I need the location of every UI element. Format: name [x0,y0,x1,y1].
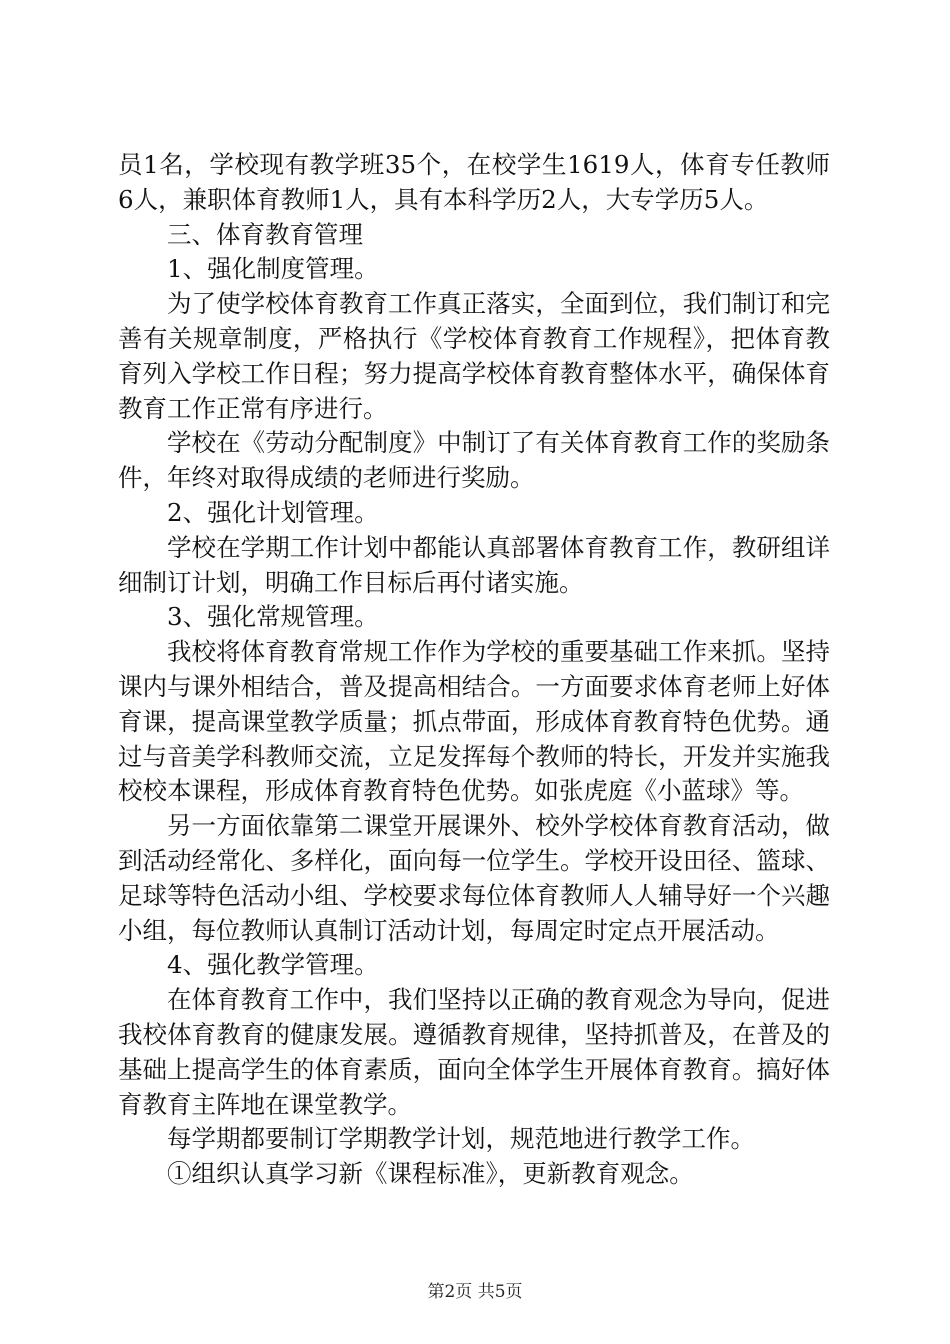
page-footer: 第2页 共5页 [427,1282,523,1302]
paragraph: 为了使学校体育教育工作真正落实，全面到位，我们制订和完善有关规章制度，严格执行《学校体育教育工作规程》，把体育教育列入学校工作日程；努力提高学校体育教育整体水平，确保体育教育工作正常有序进行。 [118,289,830,423]
paragraph: 员1名，学校现有教学班35个，在校学生1619人，体育专任教师6人，兼职体育教师1人，具有本科学历2人，大专学历5人。 [118,150,830,214]
subsection-heading: 1、强化制度管理。 [167,254,379,284]
subsection-heading: 3、强化常规管理。 [167,602,379,632]
paragraph: 每学期都要制订学期教学计划，规范地进行教学工作。 [167,1124,755,1154]
paragraph: 另一方面依靠第二课堂开展课外、校外学校体育教育活动，做到活动经常化、多样化，面向每一位学生。学校开设田径、篮球、足球等特色活动小组、学校要求每位体育教师人人辅导好一个兴趣小组，每位教师认真制订活动计划，每周定时定点开展活动。 [118,811,830,945]
paragraph: 学校在学期工作计划中都能认真部署体育教育工作，教研组详细制订计划，明确工作目标后再付诸实施。 [118,532,830,597]
list-item: ①组织认真学习新《课程标准》，更新教育观念。 [167,1159,694,1189]
paragraph: 在体育教育工作中，我们坚持以正确的教育观念为导向，促进我校体育教育的健康发展。遵循教育规律，坚持抓普及，在普及的基础上提高学生的体育素质，面向全体学生开展体育教育。搞好体育教育主阵地在课堂教学。 [118,985,830,1119]
paragraph: 我校将体育教育常规工作作为学校的重要基础工作来抓。坚持课内与课外相结合，普及提高相结合。一方面要求体育老师上好体育课，提高课堂教学质量；抓点带面，形成体育教育特色优势。通过与音美学科教师交流，立足发挥每个教师的特长，开发并实施我校校本课程，形成体育教育特色优势。如张虎庭《小蓝球》等。 [118,637,830,806]
subsection-heading: 2、强化计划管理。 [167,497,379,527]
section-heading: 三、体育教育管理 [167,219,363,249]
subsection-heading: 4、强化教学管理。 [167,950,379,980]
paragraph: 学校在《劳动分配制度》中制订了有关体育教育工作的奖励条件，年终对取得成绩的老师进行奖励。 [118,428,830,493]
document-body [118,148,830,1192]
